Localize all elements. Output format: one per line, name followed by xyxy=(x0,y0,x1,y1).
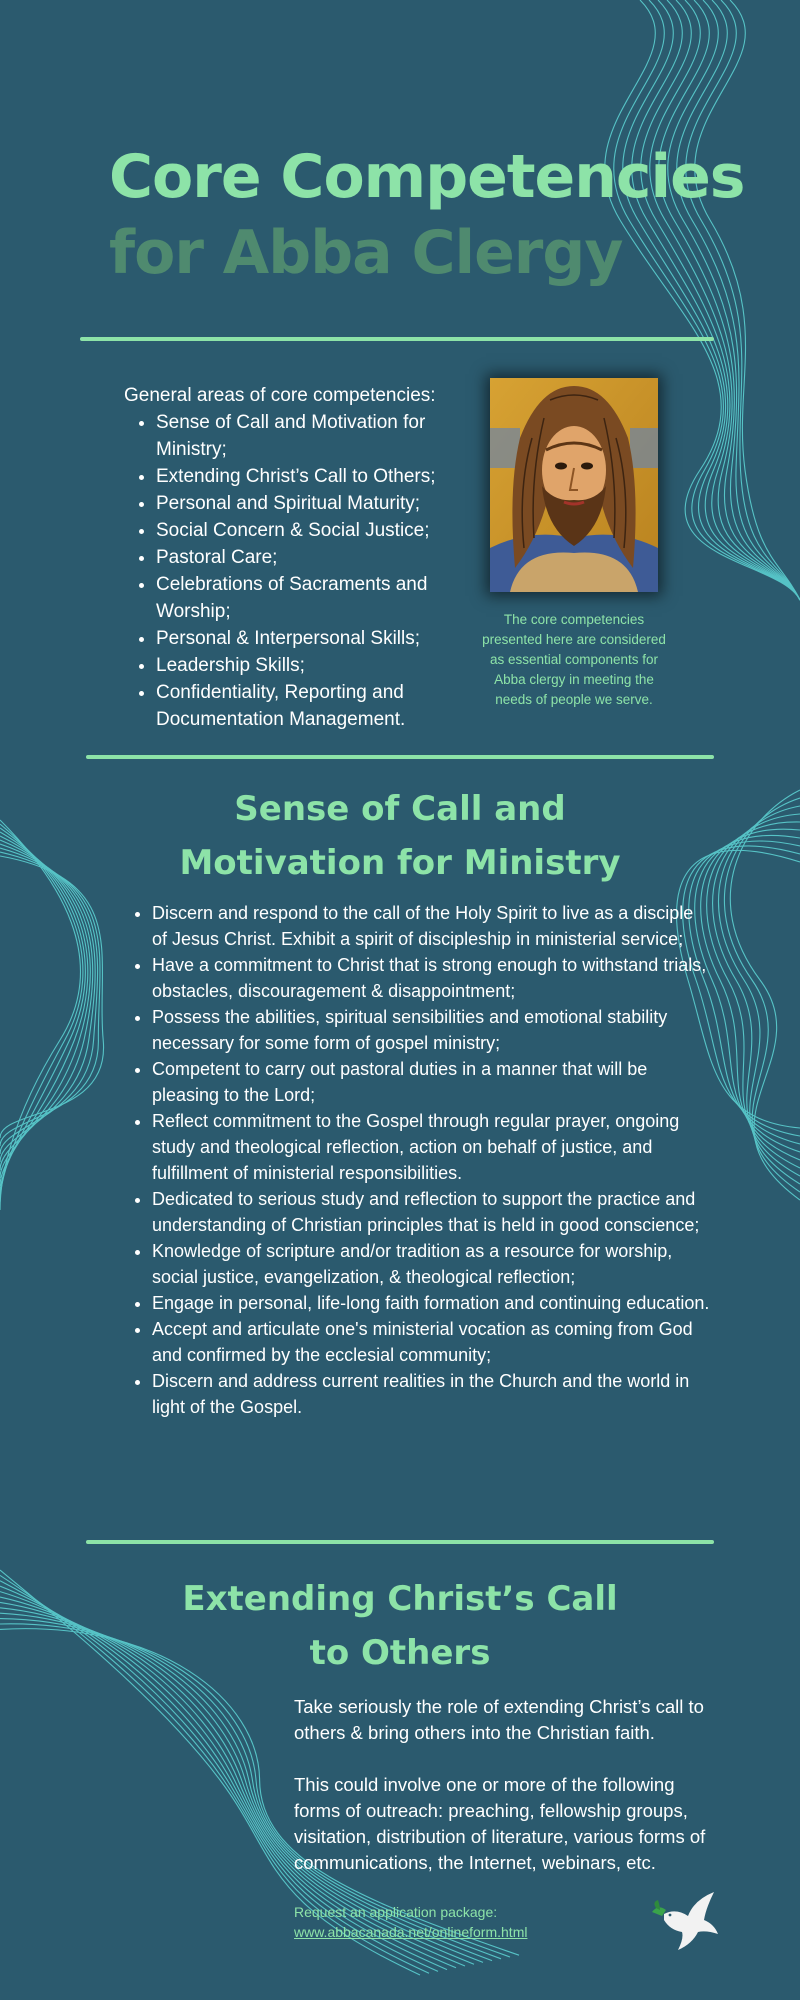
list-item: • Discern and respond to the call of the Holy Spirit to live as a disciple of Jesus Christ. Exhibit a spirit of discipleship in ministerial service; xyxy=(152,900,710,952)
application-link[interactable]: www.abbacanada.net/onlineform.html xyxy=(294,1924,528,1940)
wave-line xyxy=(668,0,800,600)
page-title: Core Competencies xyxy=(109,142,745,212)
section-title-line: Motivation for Ministry xyxy=(179,843,621,883)
cta-label: Request an application package: xyxy=(294,1904,498,1920)
wave-line xyxy=(677,0,800,600)
list-item: • Possess the abilities, spiritual sensibilities and emotional stability necessary for some form of gospel ministry; xyxy=(152,1004,710,1056)
list-item: • Competent to carry out pastoral duties in a manner that will be pleasing to the Lord; xyxy=(152,1056,710,1108)
wave-line xyxy=(0,852,100,1146)
list-item: • Social Concern & Social Justice; xyxy=(156,517,454,544)
list-item: • Confidentiality, Reporting and Documentation Management. xyxy=(156,679,454,733)
wave-line xyxy=(0,856,104,1138)
wave-line xyxy=(0,844,95,1162)
christ-icon-portrait xyxy=(490,378,658,592)
page-subtitle: for Abba Clergy xyxy=(109,218,623,288)
divider xyxy=(80,337,714,341)
list-item: • Engage in personal, life-long faith formation and continuing education. xyxy=(152,1290,710,1316)
list-item: • Personal & Interpersonal Skills; xyxy=(156,625,454,652)
outreach-paragraph: This could involve one or more of the following forms of outreach: preaching, fellowship groups, visitation, distribution of literature, various forms of communications, the Internet, webinars, etc. xyxy=(294,1774,706,1873)
list-item: • Dedicated to serious study and reflection to support the practice and understanding of Christian principles that is held in good conscience; xyxy=(152,1186,710,1238)
list-item: • Reflect commitment to the Gospel through regular prayer, ongoing study and theological reflection, action on behalf of justice, and fulfillment of ministerial responsibilities. xyxy=(152,1108,710,1186)
core-areas-list xyxy=(124,382,454,733)
list-item: • Sense of Call and Motivation for Ministry; xyxy=(156,409,454,463)
list-item: • Pastoral Care; xyxy=(156,544,454,571)
section-title-line: to Others xyxy=(309,1633,491,1673)
section-title-extend xyxy=(0,1572,800,1680)
extend-paragraph: Take seriously the role of extending Christ’s call to others & bring others into the Christian faith. xyxy=(294,1696,704,1743)
intro-caption: The core competencies presented here are considered as essential components for Abba clergy in meeting the needs of people we serve. xyxy=(482,612,666,707)
divider xyxy=(86,755,714,759)
list-item: • Discern and address current realities in the Church and the world in light of the Gospel. xyxy=(152,1368,710,1420)
wave-line xyxy=(0,848,98,1154)
list-item: • Knowledge of scripture and/or tradition as a resource for worship, social justice, evangelization, & theological reflection; xyxy=(152,1238,710,1290)
list-item: • Have a commitment to Christ that is strong enough to withstand trials, obstacles, discouragement & disappointment; xyxy=(152,952,710,1004)
list-item: • Leadership Skills; xyxy=(156,652,454,679)
list-item: • Celebrations of Sacraments and Worship; xyxy=(156,571,454,625)
core-areas-items xyxy=(124,409,454,733)
section-title-line: Sense of Call and xyxy=(234,789,566,829)
wave-line xyxy=(641,0,800,600)
list-item: • Extending Christ’s Call to Others; xyxy=(156,463,454,490)
list-item: • Accept and articulate one's ministerial vocation as coming from God and confirmed by the ecclesial community; xyxy=(152,1316,710,1368)
section-title-line: Extending Christ’s Call xyxy=(182,1579,618,1619)
wave-line xyxy=(659,0,800,600)
wave-line xyxy=(650,0,800,600)
wave-line xyxy=(695,0,800,600)
divider xyxy=(86,1540,714,1544)
call-competencies-list xyxy=(120,900,710,1420)
core-areas-heading: General areas of core competencies: xyxy=(124,385,436,406)
wave-line xyxy=(686,0,800,600)
dove-icon xyxy=(648,1890,720,1952)
application-request xyxy=(294,1902,527,1942)
section-title-call xyxy=(0,782,800,890)
call-competencies-items xyxy=(120,900,710,1420)
list-item: • Personal and Spiritual Maturity; xyxy=(156,490,454,517)
